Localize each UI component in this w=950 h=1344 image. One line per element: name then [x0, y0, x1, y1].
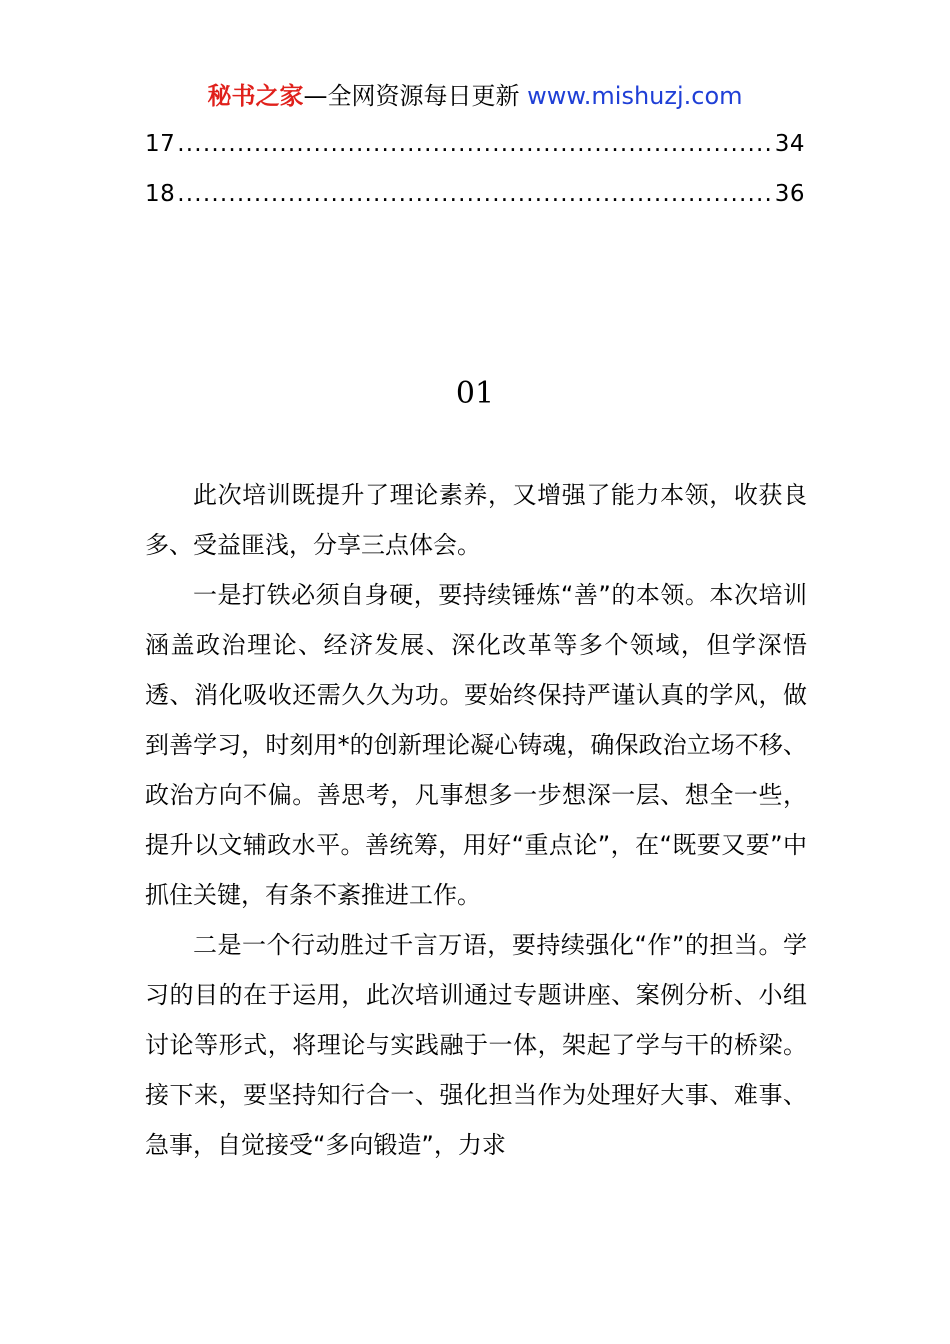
table-of-contents: [145, 119, 805, 219]
toc-entry[interactable]: [145, 169, 805, 219]
brand-name: 秘书之家: [207, 82, 304, 110]
paragraph: 二是一个行动胜过千言万语，要持续强化“作”的担当。学习的目的在于运用，此次培训通过专题讲座、案例分析、小组讨论等形式，将理论与实践融于一体，架起了学与干的桥梁。接下来，要坚持知行合一、强化担当作为处理好大事、难事、急事，自觉接受“多向锻造”，力求: [145, 931, 807, 1159]
article-body: [145, 470, 807, 1170]
website-link[interactable]: www.mishuzj.com: [527, 82, 743, 110]
paragraph: 一是打铁必须自身硬，要持续锤炼“善”的本领。本次培训涵盖政治理论、经济发展、深化改革等多个领域，但学深悟透、消化吸收还需久久为功。要始终保持严谨认真的学风，做到善学习，时刻用*的创新理论凝心铸魂，确保政治立场不移、政治方向不偏。善思考，凡事想多一步想深一层、想全一些，提升以文辅政水平。善统筹，用好“重点论”，在“既要又要”中抓住关键，有条不紊推进工作。: [145, 581, 807, 909]
header-slogan: —全网资源每日更新: [303, 82, 528, 110]
toc-entry-number: 18: [145, 181, 176, 207]
toc-entry[interactable]: [145, 119, 805, 169]
paragraph: 此次培训既提升了理论素养，又增强了能力本领，收获良多、受益匪浅，分享三点体会。: [145, 481, 807, 559]
toc-entry-number: 17: [145, 131, 176, 157]
toc-entry-page: 34: [774, 131, 805, 157]
toc-leader-dots: [177, 119, 772, 169]
toc-entry-page: 36: [774, 181, 805, 207]
section-number: 01: [455, 376, 495, 411]
toc-leader-dots: [177, 169, 772, 219]
page-header: [0, 80, 950, 112]
